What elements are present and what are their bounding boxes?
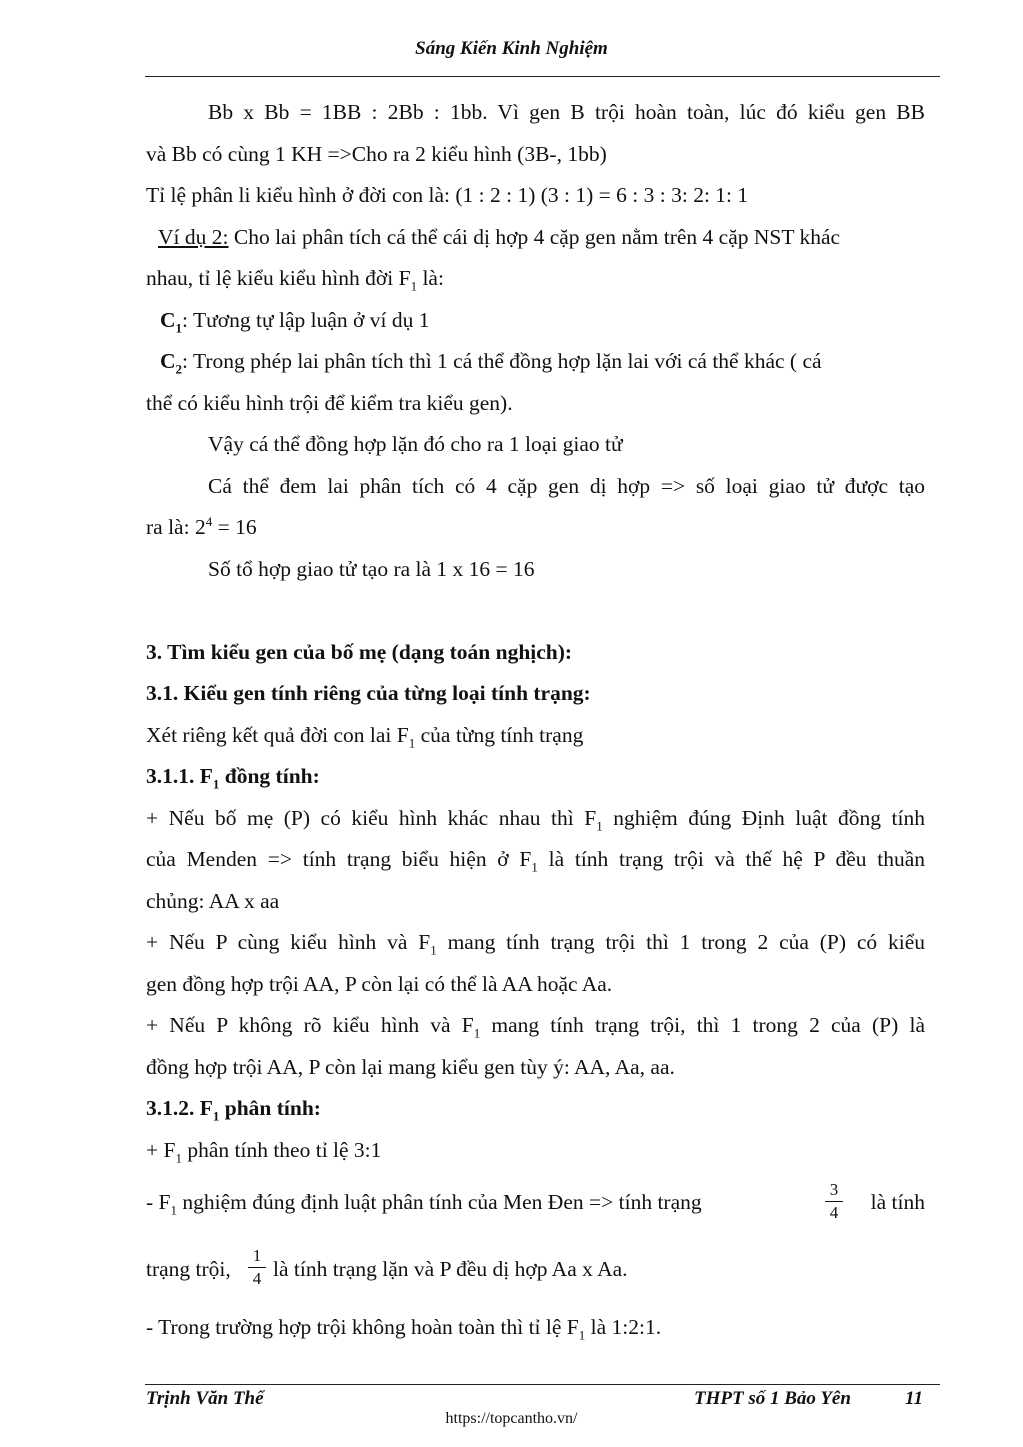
- para-line: + $F_1$ phân tính theo tỉ lệ 3:1: [146, 1138, 382, 1166]
- footer-url: https://topcantho.vn/: [445, 1410, 578, 1427]
- section-heading-3-1-2: 3.1.2. $F_1$ phân tính:: [146, 1096, 321, 1124]
- para-line: + Nếu P không rõ kiểu hình và $F_1$ mang tính trạng trội, thì 1 trong 2 của (P) là: [146, 1013, 925, 1041]
- example-2-line: Ví dụ 2: Cho lai phân tích cá thể cái dị hợp 4 cặp gen nằm trên 4 cặp NST khác: [158, 225, 841, 249]
- para-line: Số tổ hợp giao tử tạo ra là 1 x 16 = 16: [208, 557, 535, 581]
- footer-rule: [145, 1384, 940, 1385]
- para-line: thể có kiểu hình trội để kiểm tra kiểu gen).: [146, 391, 513, 415]
- para-line: Bb x Bb = 1BB : 2Bb : 1bb. Vì gen B trội hoàn toàn, lúc đó kiểu gen BB: [208, 100, 925, 124]
- para-line: + Nếu P cùng kiểu hình và $F_1$ mang tính trạng trội thì 1 trong 2 của (P) có kiểu: [146, 930, 925, 958]
- para-line: của Menden => tính trạng biểu hiện ở $F_1$ là tính trạng trội và thế hệ P đều thuần: [146, 847, 925, 875]
- para-line: - $F_1$ nghiệm đúng định luật phân tính của Men Đen => tính trạng: [146, 1190, 702, 1218]
- para-line: Vậy cá thể đồng hợp lặn đó cho ra 1 loại giao tử: [208, 432, 623, 456]
- fraction-one-quarter: 1 4: [248, 1246, 266, 1289]
- page-header-title: Sáng Kiến Kinh Nghiệm: [415, 38, 608, 59]
- para-line: là tính: [870, 1190, 925, 1214]
- footer-school: THPT số 1 Bảo Yên: [694, 1388, 851, 1409]
- example-2-label: Ví dụ 2:: [158, 225, 229, 249]
- para-line: ra là: $2^4 = 16$: [146, 513, 257, 539]
- fraction-three-quarters: 3 4: [825, 1180, 843, 1223]
- case-c2-line: $C_2$: Trong phép lai phân tích thì 1 cá thể đồng hợp lặn lai với cá thể khác ( cá: [160, 349, 822, 377]
- para-line: và Bb có cùng 1 KH =>Cho ra 2 kiểu hình (3B-, 1bb): [146, 142, 607, 166]
- para-line: + Nếu bố mẹ (P) có kiểu hình khác nhau thì $F_1$ nghiệm đúng Định luật đồng tính: [146, 806, 925, 834]
- para-line: Xét riêng kết quả đời con lai $F_1$ của từng tính trạng: [146, 723, 584, 751]
- section-heading-3: 3. Tìm kiểu gen của bố mẹ (dạng toán nghịch):: [146, 640, 573, 664]
- footer-page-number: 11: [905, 1388, 923, 1409]
- section-heading-3-1: 3.1. Kiểu gen tính riêng của từng loại tính trạng:: [146, 681, 591, 705]
- para-line: đồng hợp trội AA, P còn lại mang kiểu gen tùy ý: AA, Aa, aa.: [146, 1055, 675, 1079]
- footer-author: Trịnh Văn Thể: [146, 1388, 264, 1409]
- para-line: Cá thể đem lai phân tích có 4 cặp gen dị hợp => số loại giao tử được tạo: [208, 474, 925, 498]
- case-c1-label: $C_1$: [160, 308, 183, 336]
- case-c1-line: $C_1$: Tương tự lập luận ở ví dụ 1: [160, 308, 430, 336]
- section-heading-3-1-1: 3.1.1. $F_1$ đồng tính:: [146, 764, 320, 792]
- para-line: là tính trạng lặn và P đều dị hợp Aa x Aa.: [273, 1257, 628, 1281]
- case-c2-label: $C_2$: [160, 349, 183, 377]
- para-line: nhau, tỉ lệ kiểu kiểu hình đời $F_1$ là:: [146, 266, 444, 294]
- para-line: gen đồng hợp trội AA, P còn lại có thể là AA hoặc Aa.: [146, 972, 613, 996]
- para-line: - Trong trường hợp trội không hoàn toàn thì tỉ lệ $F_1$ là 1:2:1.: [146, 1315, 662, 1343]
- para-line: Tỉ lệ phân li kiểu hình ở đời con là: (1 : 2 : 1) (3 : 1) = 6 : 3 : 3: 2: 1: 1: [146, 183, 749, 207]
- para-line: trạng trội,: [146, 1257, 231, 1281]
- para-line: chủng: AA x aa: [146, 889, 280, 913]
- header-rule: [145, 76, 940, 77]
